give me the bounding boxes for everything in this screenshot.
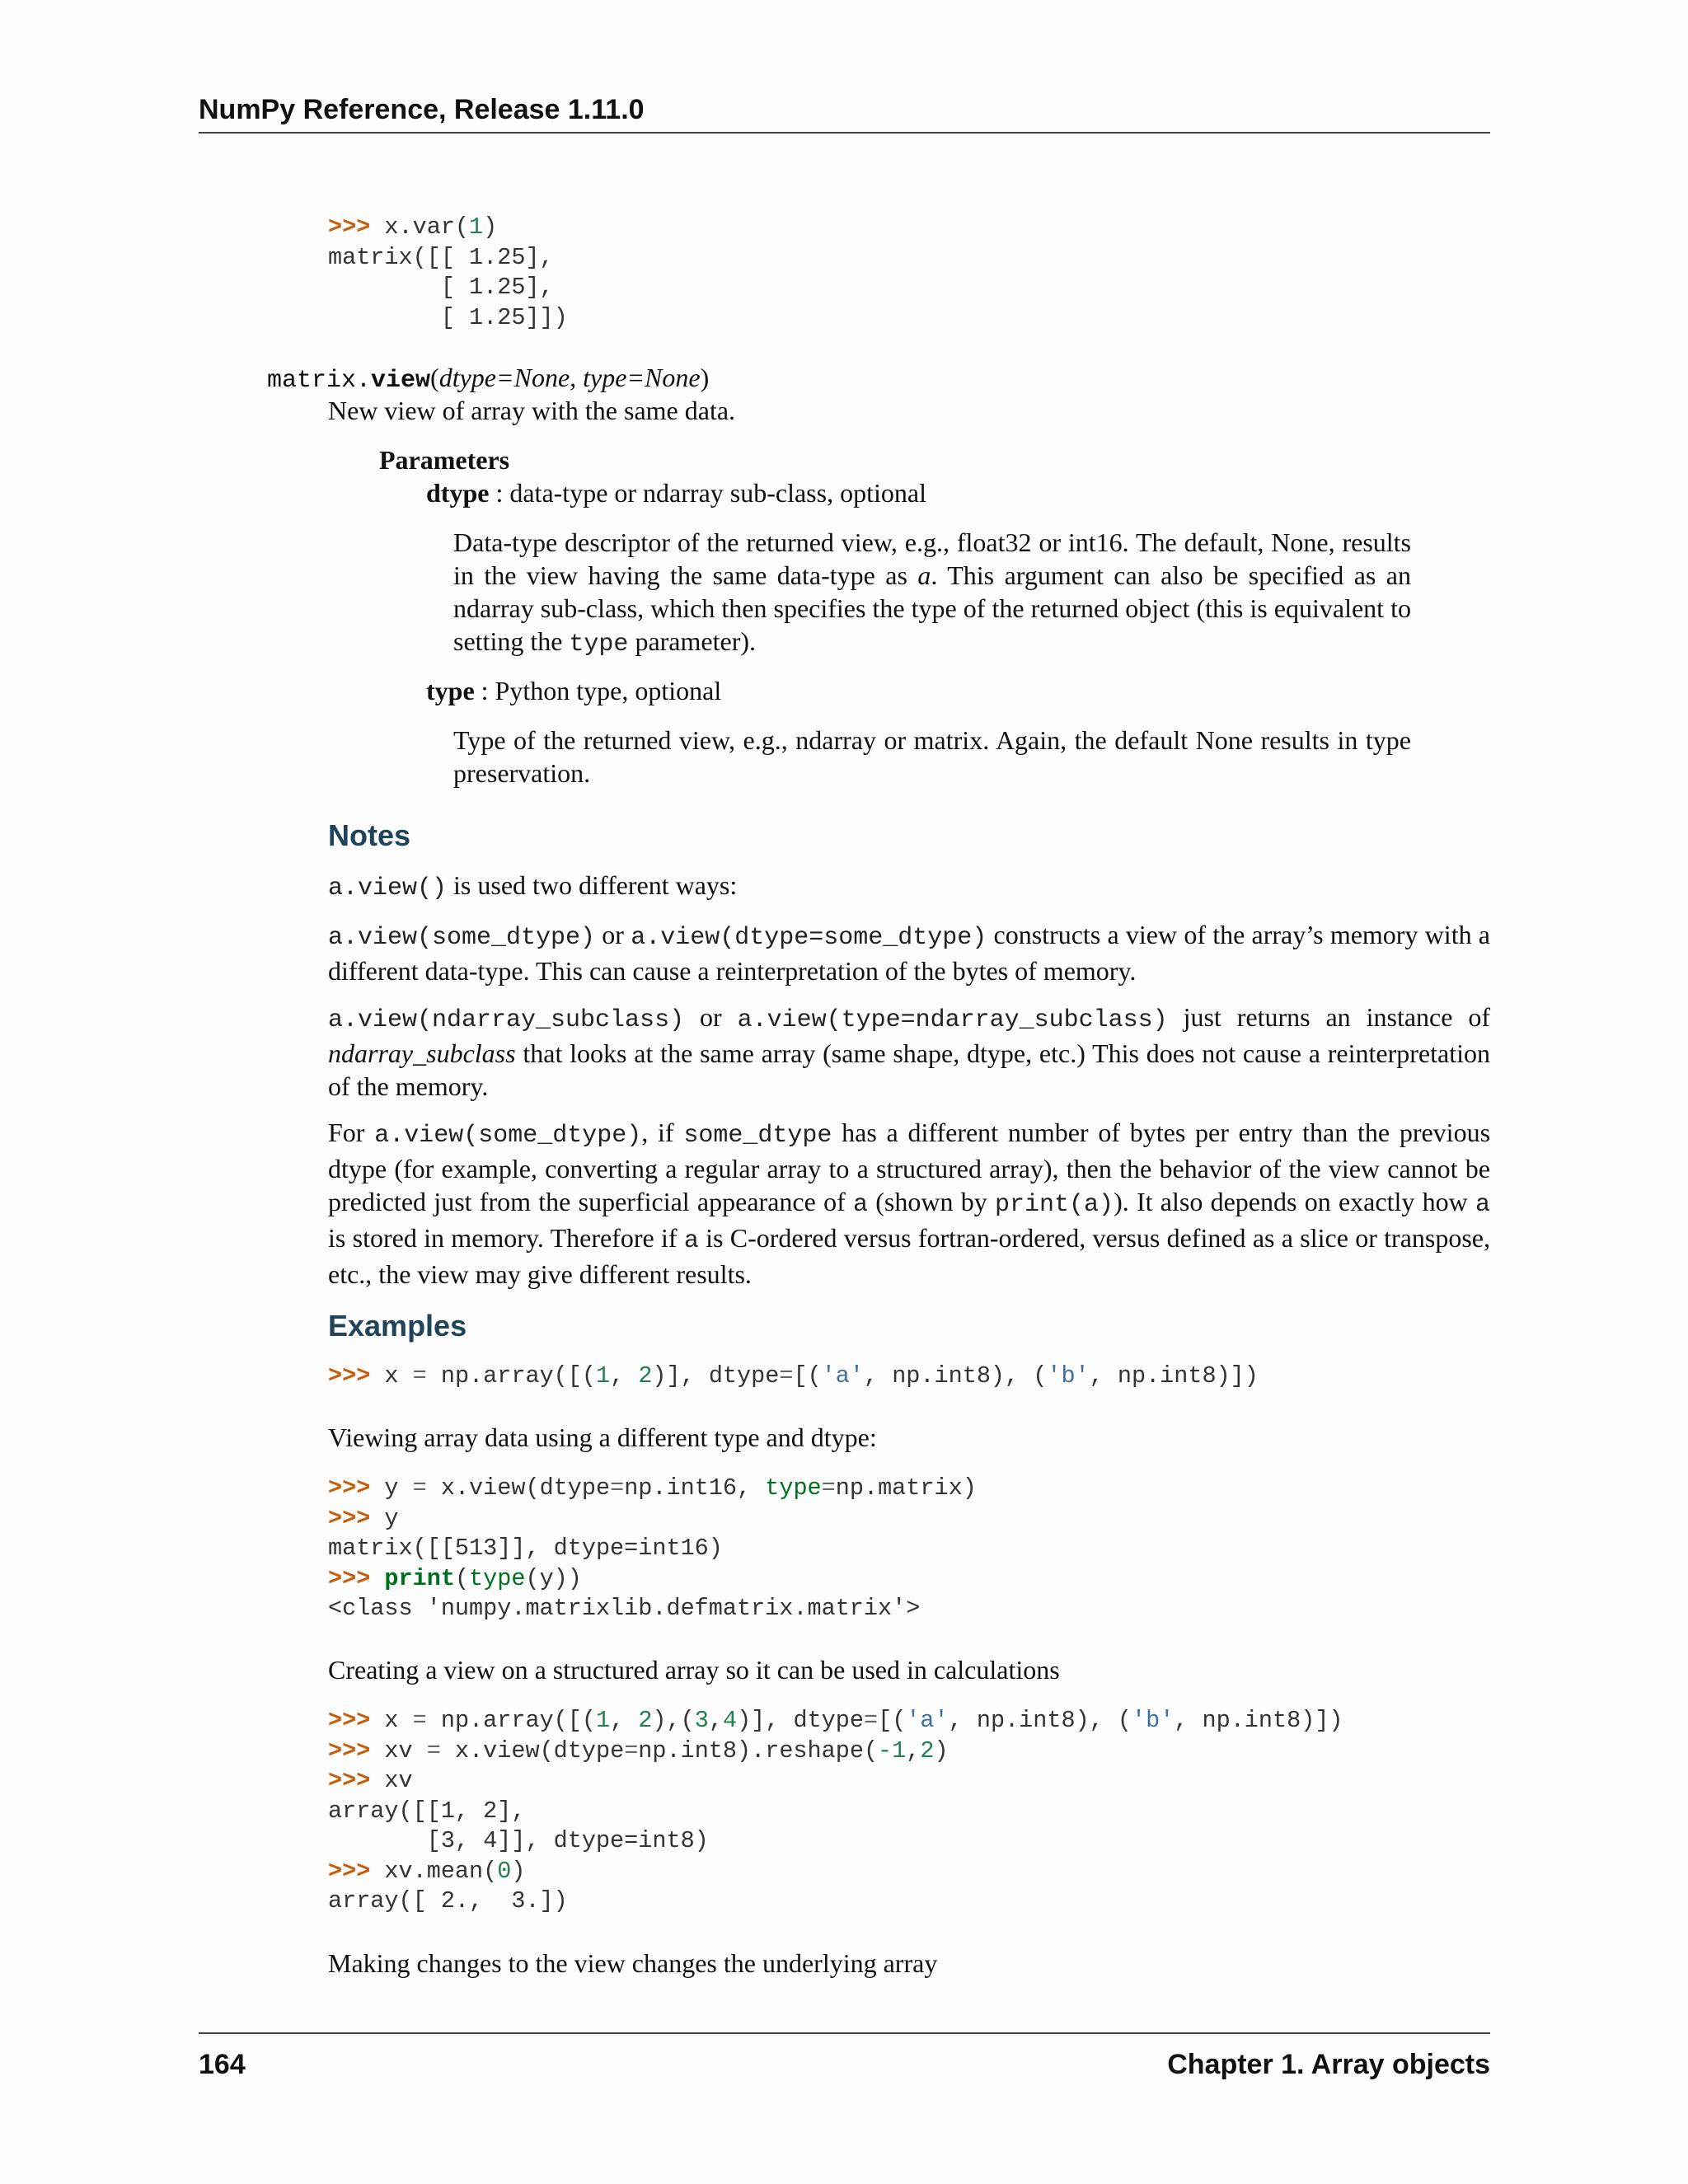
code-text: [( bbox=[793, 1362, 822, 1390]
code-text: )], dtype bbox=[737, 1707, 864, 1734]
prompt: >>> bbox=[328, 1767, 385, 1794]
desc-text: . This argument can also be specified as an ndarray sub-class, which then specifies the type of the returned object (this is equivalent to setting the bbox=[453, 560, 1412, 656]
inline-code: a.view(type=ndarray_subclass) bbox=[737, 1006, 1168, 1034]
code-operator: = bbox=[412, 1707, 427, 1734]
running-footer bbox=[199, 2032, 1490, 2080]
code-operator: = bbox=[864, 1707, 879, 1734]
code-number: 2 bbox=[638, 1707, 653, 1734]
code-output: matrix([[513]], dtype=int16) bbox=[328, 1535, 723, 1562]
param-type: : data-type or ndarray sub-class, optional bbox=[489, 478, 926, 508]
code-text: x.view(dtype bbox=[440, 1736, 625, 1765]
para-text: constructs a view of the array’s memory with a different data-type. This can cause a reinterpretation of the bytes of memory. bbox=[328, 920, 1491, 986]
code-builtin: type bbox=[469, 1564, 526, 1592]
prompt: >>> bbox=[328, 1564, 385, 1592]
code-block-example-3 bbox=[328, 1706, 1343, 1917]
param-type: : Python type, optional bbox=[474, 676, 722, 705]
sig-params: dtype=None, type=None bbox=[438, 363, 701, 392]
code-operator: = bbox=[624, 1736, 639, 1765]
code-output: matrix([[ 1.25], bbox=[328, 243, 554, 271]
code-text: , bbox=[906, 1736, 921, 1765]
examples-text-2: Creating a view on a structured array so it can be used in calculations bbox=[328, 1655, 1060, 1685]
inline-code: a.view() bbox=[328, 874, 448, 902]
param-type-entry bbox=[426, 674, 721, 707]
code-text: )], dtype bbox=[652, 1362, 780, 1390]
inline-code: a bbox=[1475, 1191, 1491, 1219]
code-string: 'a' bbox=[821, 1362, 864, 1390]
notes-paragraph-1 bbox=[328, 869, 737, 905]
header-title: NumPy Reference, Release 1.11.0 bbox=[199, 94, 645, 125]
para-text: (shown by bbox=[868, 1187, 996, 1216]
code-text: np.array([( bbox=[426, 1362, 596, 1390]
param-name: dtype bbox=[426, 478, 490, 508]
method-name: view bbox=[371, 367, 431, 395]
prompt: >>> bbox=[328, 1707, 385, 1734]
code-text: [( bbox=[878, 1707, 907, 1734]
inline-code: a.view(some_dtype) bbox=[374, 1122, 642, 1150]
code-keyword: print bbox=[384, 1564, 455, 1592]
code-number: 4 bbox=[722, 1707, 738, 1734]
code-text: (y)) bbox=[525, 1564, 582, 1592]
code-output: array([[1, 2], bbox=[328, 1797, 526, 1825]
para-text: is stored in memory. Therefore if bbox=[328, 1223, 684, 1253]
sig-open: ( bbox=[430, 363, 439, 392]
code-text: np.array([( bbox=[426, 1707, 596, 1734]
code-number: 2 bbox=[920, 1736, 935, 1765]
code-number: 0 bbox=[497, 1857, 512, 1885]
para-text: just returns an instance of bbox=[1167, 1002, 1491, 1032]
param-dtype-description bbox=[453, 526, 1411, 661]
code-string: 'a' bbox=[906, 1707, 949, 1734]
desc-text: Data-type descriptor of the returned view, e.g., float32 or int16. The default, None, results in the view having the same data-type as bbox=[453, 527, 1411, 590]
examples-text-1: Viewing array data using a different type and dtype: bbox=[328, 1422, 877, 1452]
para-text: For bbox=[328, 1118, 375, 1147]
code-string: 'b' bbox=[1131, 1707, 1175, 1734]
prompt: >>> bbox=[328, 1857, 385, 1885]
code-block-example-1 bbox=[328, 1361, 1259, 1392]
code-text: x.var( bbox=[384, 213, 470, 241]
code-text: x bbox=[384, 1362, 413, 1390]
code-builtin: type bbox=[765, 1474, 822, 1502]
code-text: ) bbox=[511, 1857, 526, 1885]
page-number: 164 bbox=[199, 2049, 246, 2080]
code-number: 1 bbox=[469, 213, 484, 241]
code-text: y bbox=[384, 1474, 413, 1502]
code-text: np.int16, bbox=[624, 1474, 766, 1502]
param-dtype bbox=[426, 476, 926, 509]
para-text: or bbox=[684, 1002, 738, 1032]
code-number: -1 bbox=[878, 1736, 907, 1765]
examples-heading: Examples bbox=[328, 1309, 467, 1343]
code-text: xv bbox=[384, 1736, 427, 1765]
inline-code: some_dtype bbox=[683, 1122, 832, 1150]
param-type-description: Type of the returned view, e.g., ndarray or matrix. Again, the default None results in type preservation. bbox=[453, 725, 1411, 788]
code-number: 3 bbox=[694, 1707, 709, 1734]
notes-paragraph-2 bbox=[328, 918, 1490, 987]
code-number: 2 bbox=[638, 1362, 653, 1390]
desc-emphasis: a bbox=[917, 560, 931, 590]
para-text: is used two different ways: bbox=[447, 870, 738, 900]
inline-code: a.view(dtype=some_dtype) bbox=[631, 924, 987, 952]
para-text: that looks at the same array (same shape, dtype, etc.) This does not cause a reinterpretation of the memory. bbox=[328, 1038, 1490, 1101]
para-text: ). It also depends on exactly how bbox=[1114, 1187, 1476, 1216]
code-output: [ 1.25]]) bbox=[328, 303, 568, 331]
code-operator: = bbox=[412, 1362, 427, 1390]
examples-text-3: Making changes to the view changes the underlying array bbox=[328, 1948, 938, 1978]
code-text: , bbox=[708, 1707, 723, 1734]
code-text: xv.mean( bbox=[384, 1857, 498, 1885]
inline-code: a bbox=[853, 1191, 869, 1219]
code-operator: = bbox=[779, 1362, 794, 1390]
notes-paragraph-4 bbox=[328, 1116, 1490, 1291]
notes-heading: Notes bbox=[328, 818, 411, 852]
para-emphasis: ndarray_subclass bbox=[328, 1038, 516, 1068]
code-text: , np.int8), ( bbox=[864, 1362, 1048, 1390]
code-text: , np.int8)]) bbox=[1089, 1362, 1259, 1390]
prompt: >>> bbox=[328, 213, 385, 241]
code-block-example-2 bbox=[328, 1474, 977, 1624]
code-text: , np.int8)]) bbox=[1174, 1707, 1343, 1734]
class-name: matrix. bbox=[267, 367, 372, 395]
code-text: ) bbox=[934, 1736, 949, 1765]
chapter-title: Chapter 1. Array objects bbox=[1167, 2049, 1490, 2080]
code-block-var-output bbox=[328, 213, 568, 333]
code-text: , np.int8), ( bbox=[948, 1707, 1132, 1734]
code-operator: = bbox=[426, 1736, 441, 1765]
prompt: >>> bbox=[328, 1504, 385, 1532]
desc-text: parameter). bbox=[628, 626, 756, 656]
code-text: np.int8).reshape( bbox=[638, 1736, 879, 1765]
code-operator: = bbox=[821, 1474, 836, 1502]
inline-code: a bbox=[683, 1227, 699, 1255]
code-operator: = bbox=[610, 1474, 625, 1502]
code-string: 'b' bbox=[1047, 1362, 1090, 1390]
code-text: x bbox=[384, 1707, 413, 1734]
para-text: is C-ordered versus fortran-ordered, versus defined as a slice or transpose, etc., the view may give different results. bbox=[328, 1223, 1491, 1289]
para-text: , if bbox=[641, 1118, 684, 1147]
code-operator: = bbox=[412, 1474, 427, 1502]
code-text: ) bbox=[483, 213, 498, 241]
code-output: array([ 2., 3.]) bbox=[328, 1887, 568, 1915]
code-text: np.matrix) bbox=[835, 1474, 977, 1502]
para-text: has a different number of bytes per entry than the previous dtype (for example, converting a regular array to a structured array), then the behavior of the view cannot be predicted just from the superficial appearance of bbox=[328, 1118, 1491, 1216]
code-text: x.view(dtype bbox=[426, 1474, 611, 1502]
code-output: [3, 4]], dtype=int8) bbox=[328, 1827, 709, 1854]
sig-close: ) bbox=[700, 363, 710, 392]
param-name: type bbox=[426, 676, 475, 705]
method-signature bbox=[267, 363, 709, 395]
method-description: New view of array with the same data. bbox=[328, 396, 736, 425]
code-output: [ 1.25], bbox=[328, 274, 554, 301]
code-text: y bbox=[384, 1504, 399, 1532]
code-number: 1 bbox=[595, 1707, 611, 1734]
running-header bbox=[199, 92, 1490, 134]
code-text: ( bbox=[454, 1564, 470, 1592]
inline-code: type bbox=[569, 630, 629, 658]
prompt: >>> bbox=[328, 1362, 385, 1390]
code-output: <class 'numpy.matrixlib.defmatrix.matrix'> bbox=[328, 1595, 921, 1622]
inline-code: a.view(ndarray_subclass) bbox=[328, 1006, 685, 1034]
code-text: , bbox=[610, 1707, 639, 1734]
notes-paragraph-3 bbox=[328, 1001, 1490, 1103]
code-text: xv bbox=[384, 1767, 413, 1794]
code-text: ),( bbox=[652, 1707, 695, 1734]
prompt: >>> bbox=[328, 1474, 385, 1502]
code-text: , bbox=[610, 1362, 639, 1390]
parameters-heading: Parameters bbox=[379, 445, 510, 475]
code-number: 1 bbox=[595, 1362, 611, 1390]
inline-code: a.view(some_dtype) bbox=[328, 924, 596, 952]
prompt: >>> bbox=[328, 1736, 385, 1765]
para-text: or bbox=[595, 920, 631, 949]
inline-code: print(a) bbox=[995, 1191, 1114, 1219]
